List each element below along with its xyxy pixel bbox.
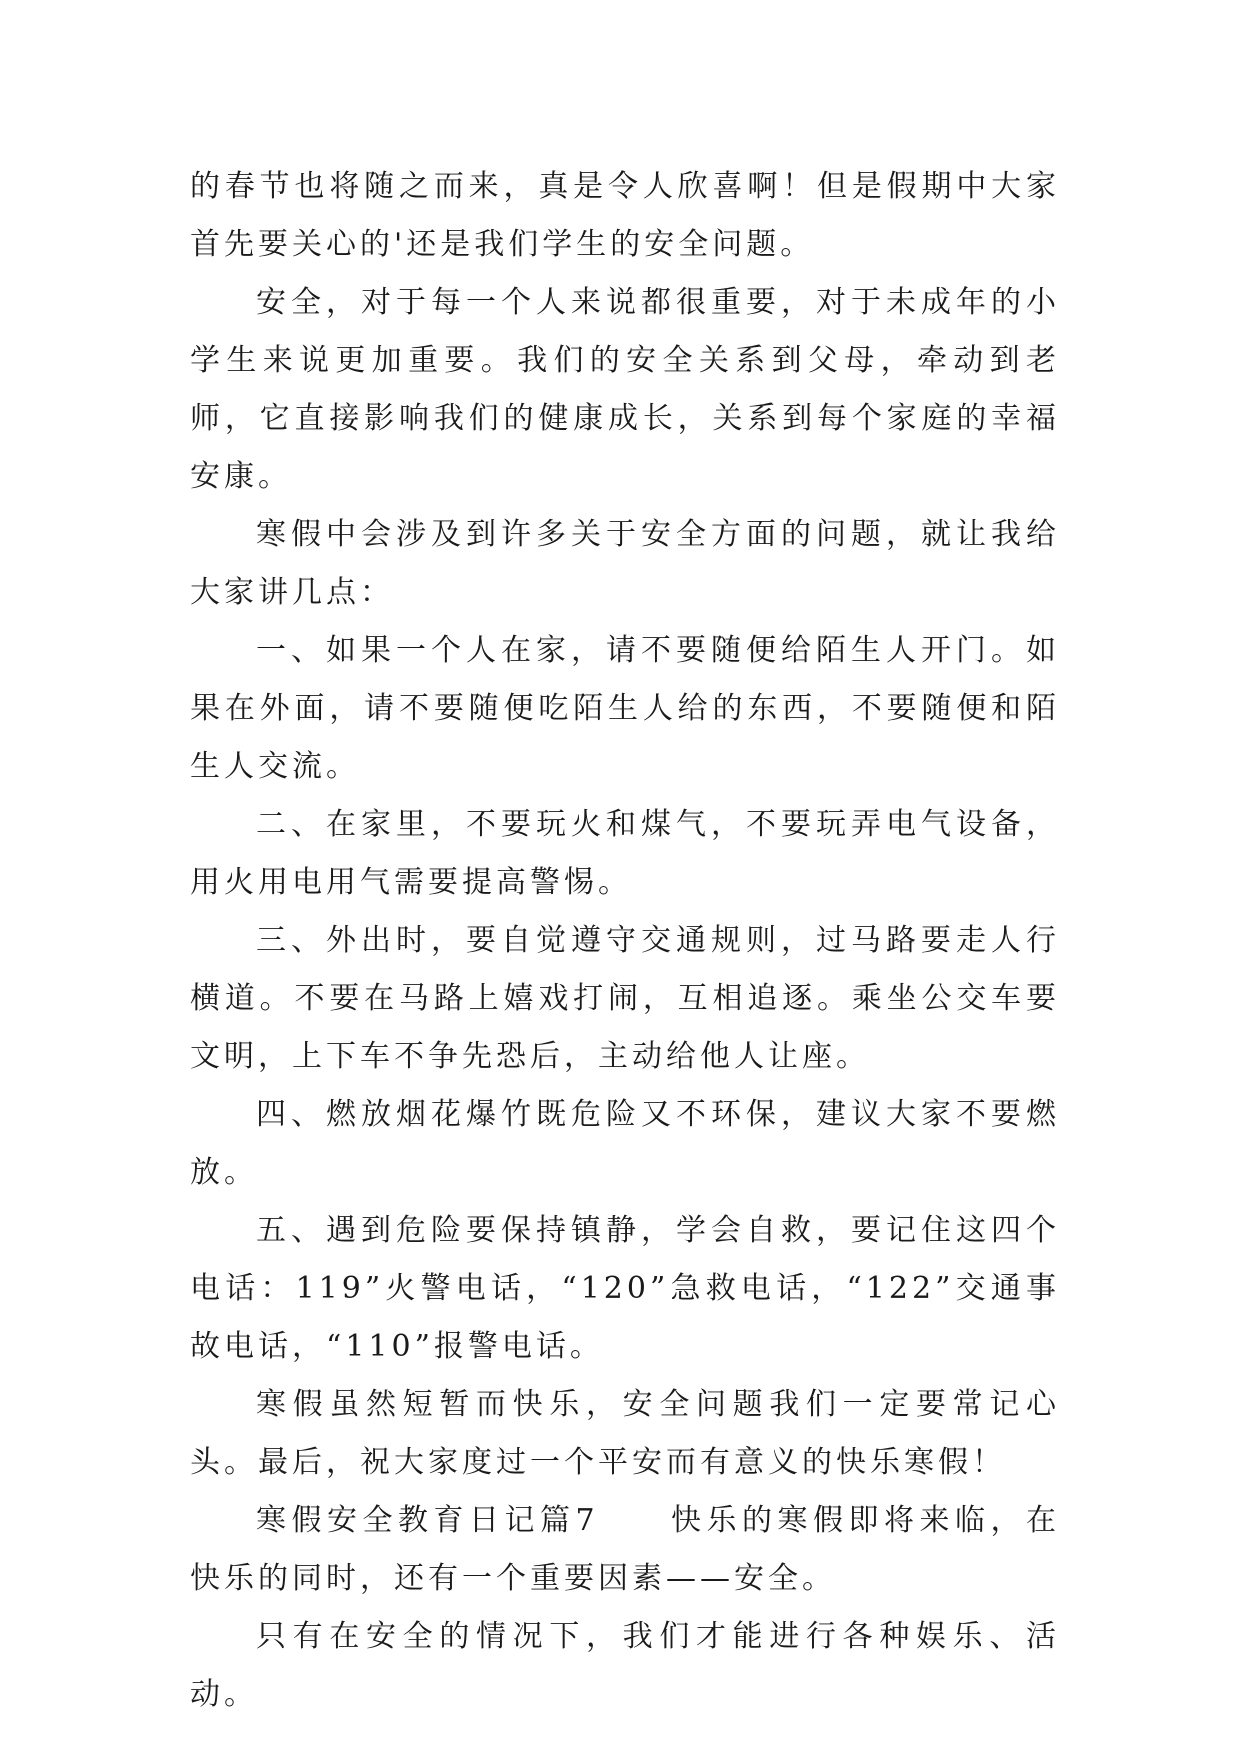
paragraph-1: 的春节也将随之而来，真是令人欣喜啊！但是假期中大家首先要关心的'还是我们学生的安全问题。 bbox=[190, 169, 1060, 262]
paragraph-10: 寒假安全教育日记篇7 快乐的寒假即将来临，在快乐的同时，还有一个重要因素——安全。 bbox=[190, 1503, 1060, 1596]
paragraph-8: 五、遇到危险要保持镇静，学会自救，要记住这四个电话：119”火警电话，“120”急救电话，“122”交通事故电话，“110”报警电话。 bbox=[190, 1213, 1060, 1364]
paragraph-4: 一、如果一个人在家，请不要随便给陌生人开门。如果在外面，请不要随便吃陌生人给的东西，不要随便和陌生人交流。 bbox=[190, 633, 1060, 784]
paragraph-11: 只有在安全的情况下，我们才能进行各种娱乐、活动。 bbox=[190, 1619, 1060, 1712]
paragraph-5: 二、在家里，不要玩火和煤气，不要玩弄电气设备，用火用电用气需要提高警惕。 bbox=[190, 807, 1060, 900]
paragraph-9: 寒假虽然短暂而快乐，安全问题我们一定要常记心头。最后，祝大家度过一个平安而有意义的快乐寒假！ bbox=[190, 1387, 1060, 1480]
paragraph-2: 安全，对于每一个人来说都很重要，对于未成年的小学生来说更加重要。我们的安全关系到父母，牵动到老师，它直接影响我们的健康成长，关系到每个家庭的幸福安康。 bbox=[190, 285, 1060, 494]
document-body bbox=[190, 158, 1060, 1724]
paragraph-3: 寒假中会涉及到许多关于安全方面的问题，就让我给大家讲几点： bbox=[190, 517, 1060, 610]
paragraph-6: 三、外出时，要自觉遵守交通规则，过马路要走人行横道。不要在马路上嬉戏打闹，互相追逐。乘坐公交车要文明，上下车不争先恐后，主动给他人让座。 bbox=[190, 923, 1060, 1074]
paragraph-7: 四、燃放烟花爆竹既危险又不环保，建议大家不要燃放。 bbox=[190, 1097, 1060, 1190]
